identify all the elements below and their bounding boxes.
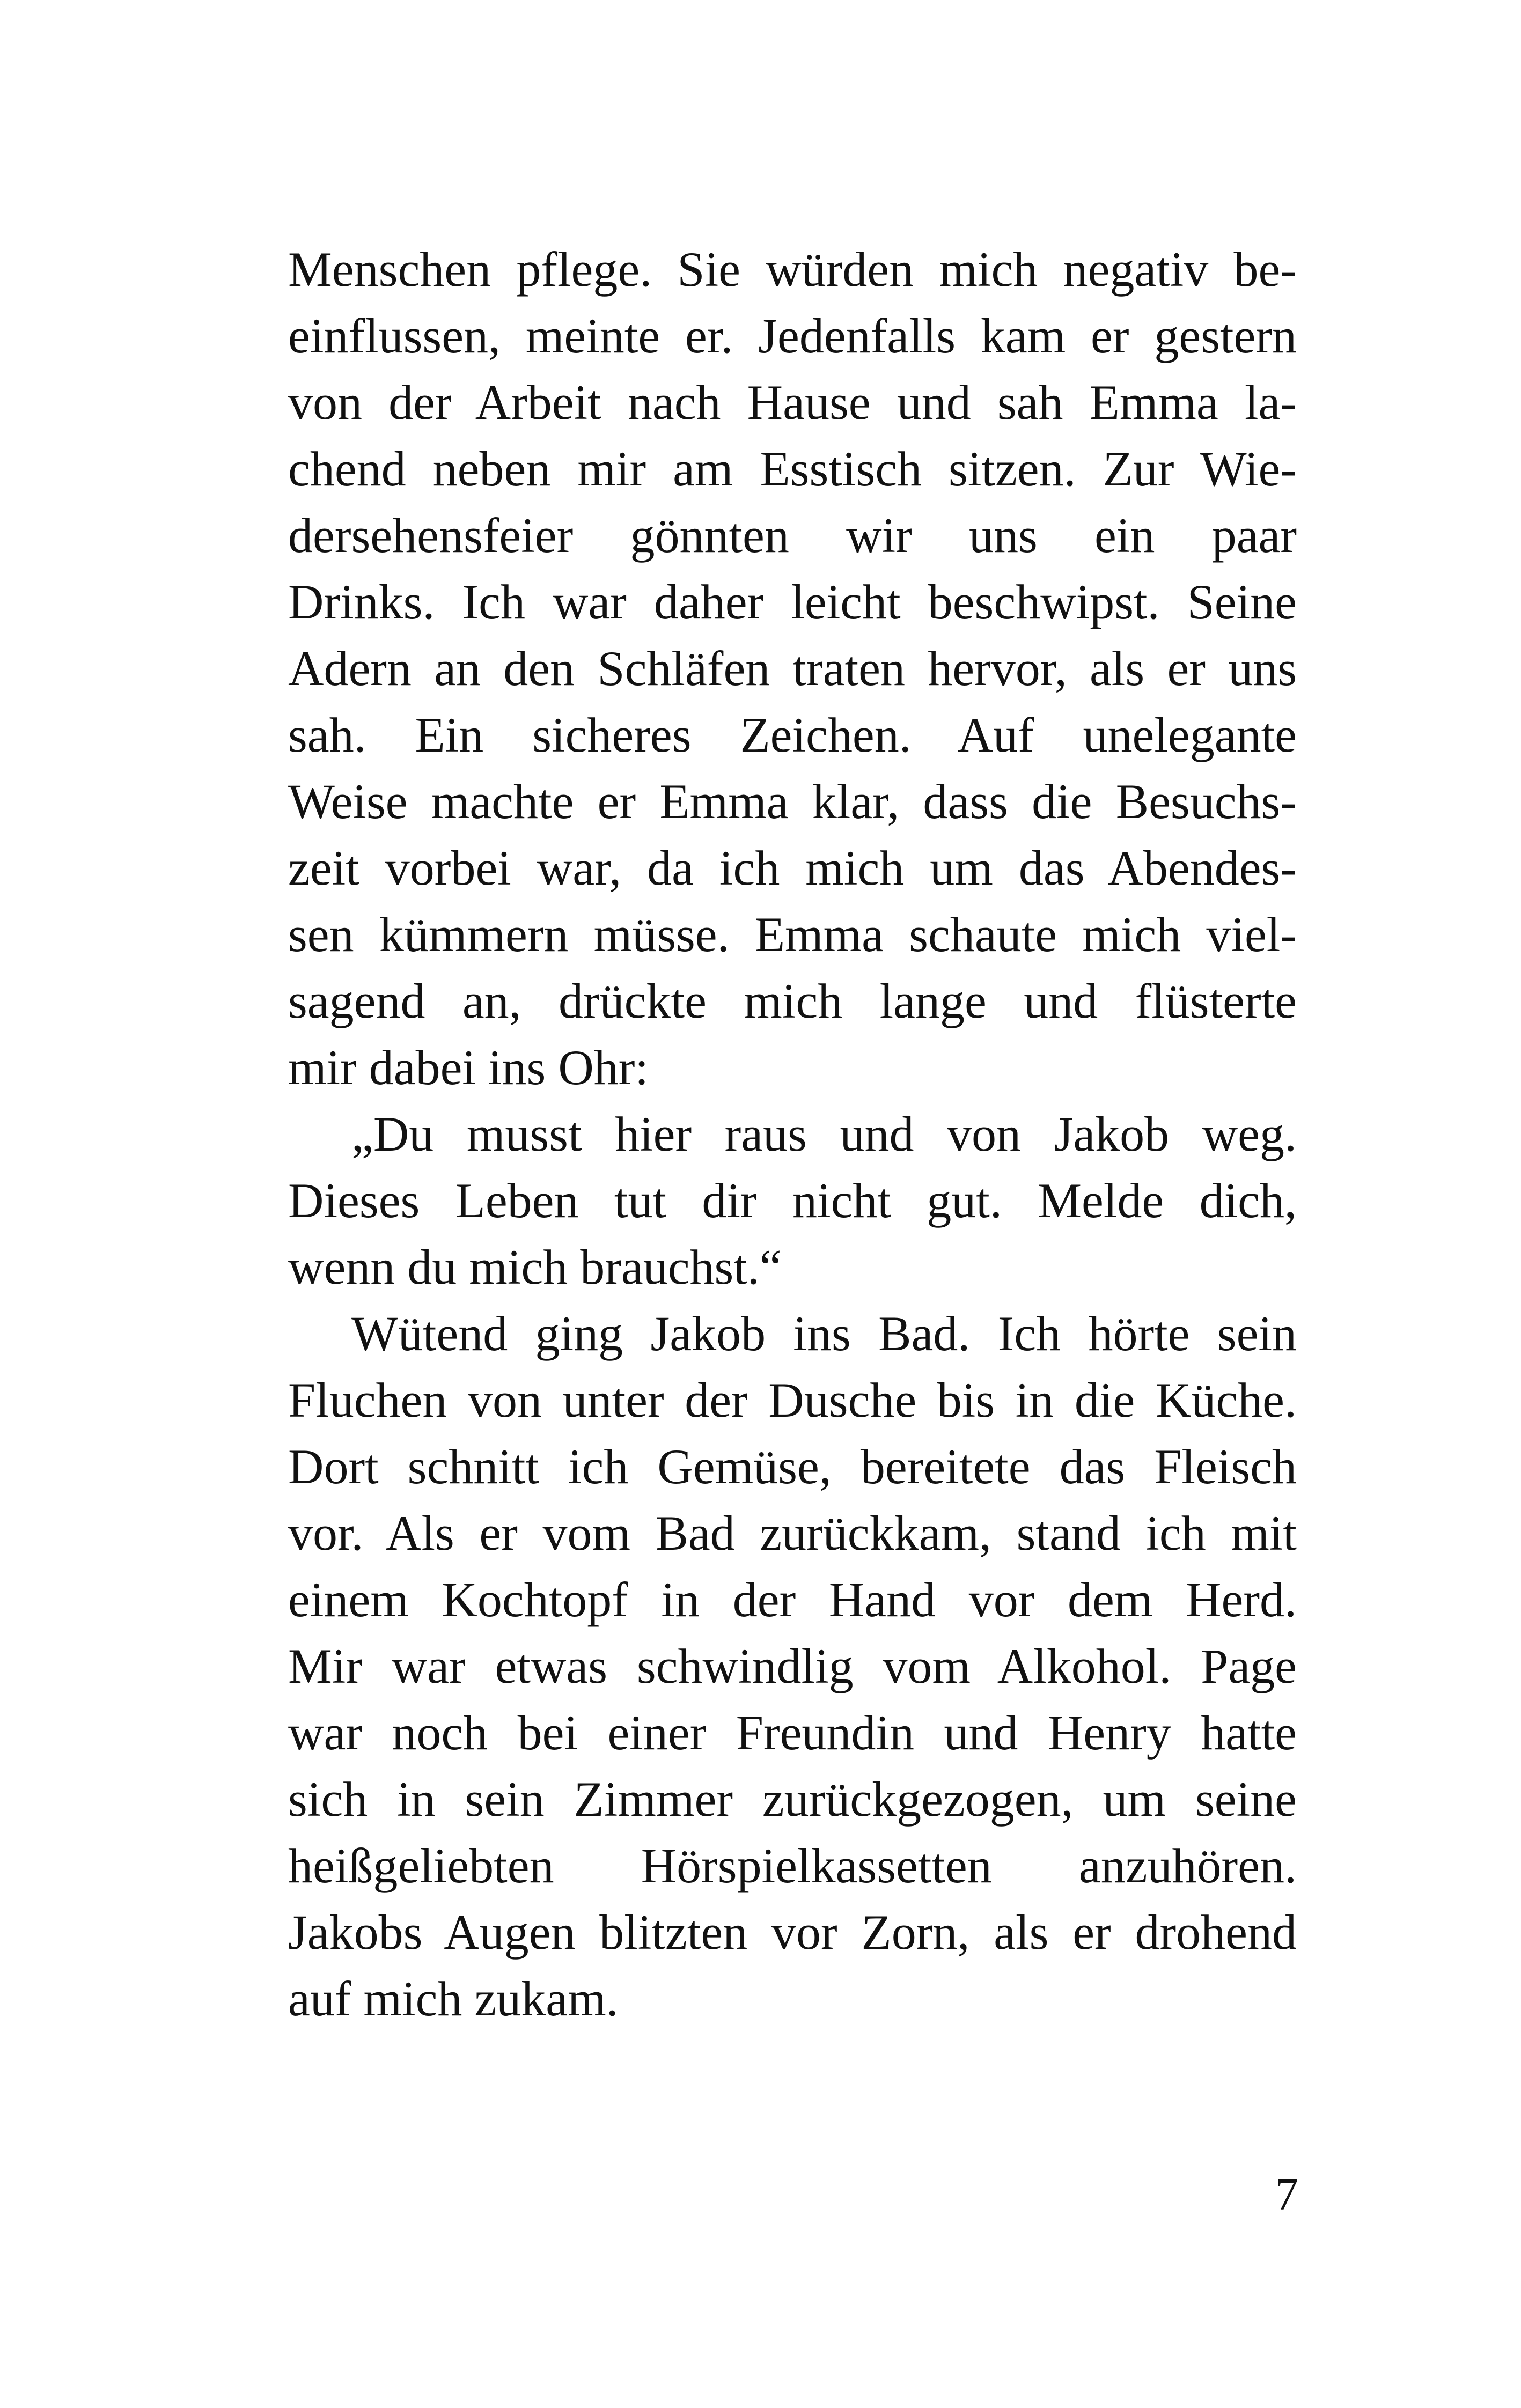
- text-line: sah. Ein sicheres Zeichen. Auf unelegante: [288, 708, 1297, 762]
- text-line: wenn du mich brauchst.“: [288, 1240, 782, 1294]
- text-line: sich in sein Zimmer zurückgezogen, um seine: [288, 1772, 1297, 1827]
- text-line: einem Kochtopf in der Hand vor dem Herd.: [288, 1572, 1297, 1627]
- text-line: sagend an, drückte mich lange und flüsterte: [288, 974, 1297, 1028]
- text-line: sen kümmern müsse. Emma schaute mich viel-: [288, 907, 1297, 962]
- page-number: 7: [1275, 2168, 1298, 2220]
- text-line: Wütend ging Jakob ins Bad. Ich hörte sein: [351, 1306, 1297, 1361]
- text-line: auf mich zukam.: [288, 1971, 619, 2026]
- text-line: mir dabei ins Ohr:: [288, 1040, 649, 1095]
- text-line: Weise machte er Emma klar, dass die Besuchs-: [288, 774, 1297, 829]
- text-line: Dieses Leben tut dir nicht gut. Melde dich,: [288, 1173, 1297, 1228]
- text-line: zeit vorbei war, da ich mich um das Abendes-: [288, 841, 1297, 895]
- text-line: Jakobs Augen blitzten vor Zorn, als er drohend: [288, 1905, 1297, 1960]
- text-line: einflussen, meinte er. Jedenfalls kam er gestern: [288, 308, 1297, 363]
- text-line: Adern an den Schläfen traten hervor, als er uns: [288, 641, 1297, 696]
- text-line: von der Arbeit nach Hause und sah Emma la-: [288, 375, 1297, 430]
- text-line: heißgeliebten Hörspielkassetten anzuhören.: [288, 1838, 1297, 1893]
- body-text: [288, 236, 1297, 2032]
- text-line: dersehensfeier gönnten wir uns ein paar: [288, 508, 1297, 563]
- text-line: Fluchen von unter der Dusche bis in die Küche.: [288, 1373, 1297, 1427]
- text-line: war noch bei einer Freundin und Henry hatte: [288, 1705, 1297, 1760]
- text-line: Dort schnitt ich Gemüse, bereitete das Fleisch: [288, 1439, 1297, 1494]
- text-line: Menschen pflege. Sie würden mich negativ be-: [288, 242, 1297, 297]
- text-line: Mir war etwas schwindlig vom Alkohol. Page: [288, 1639, 1297, 1693]
- text-line: „Du musst hier raus und von Jakob weg.: [351, 1107, 1297, 1161]
- text-line: chend neben mir am Esstisch sitzen. Zur Wie-: [288, 441, 1297, 496]
- text-line: Drinks. Ich war daher leicht beschwipst. Seine: [288, 575, 1297, 629]
- text-line: vor. Als er vom Bad zurückkam, stand ich mit: [288, 1506, 1297, 1560]
